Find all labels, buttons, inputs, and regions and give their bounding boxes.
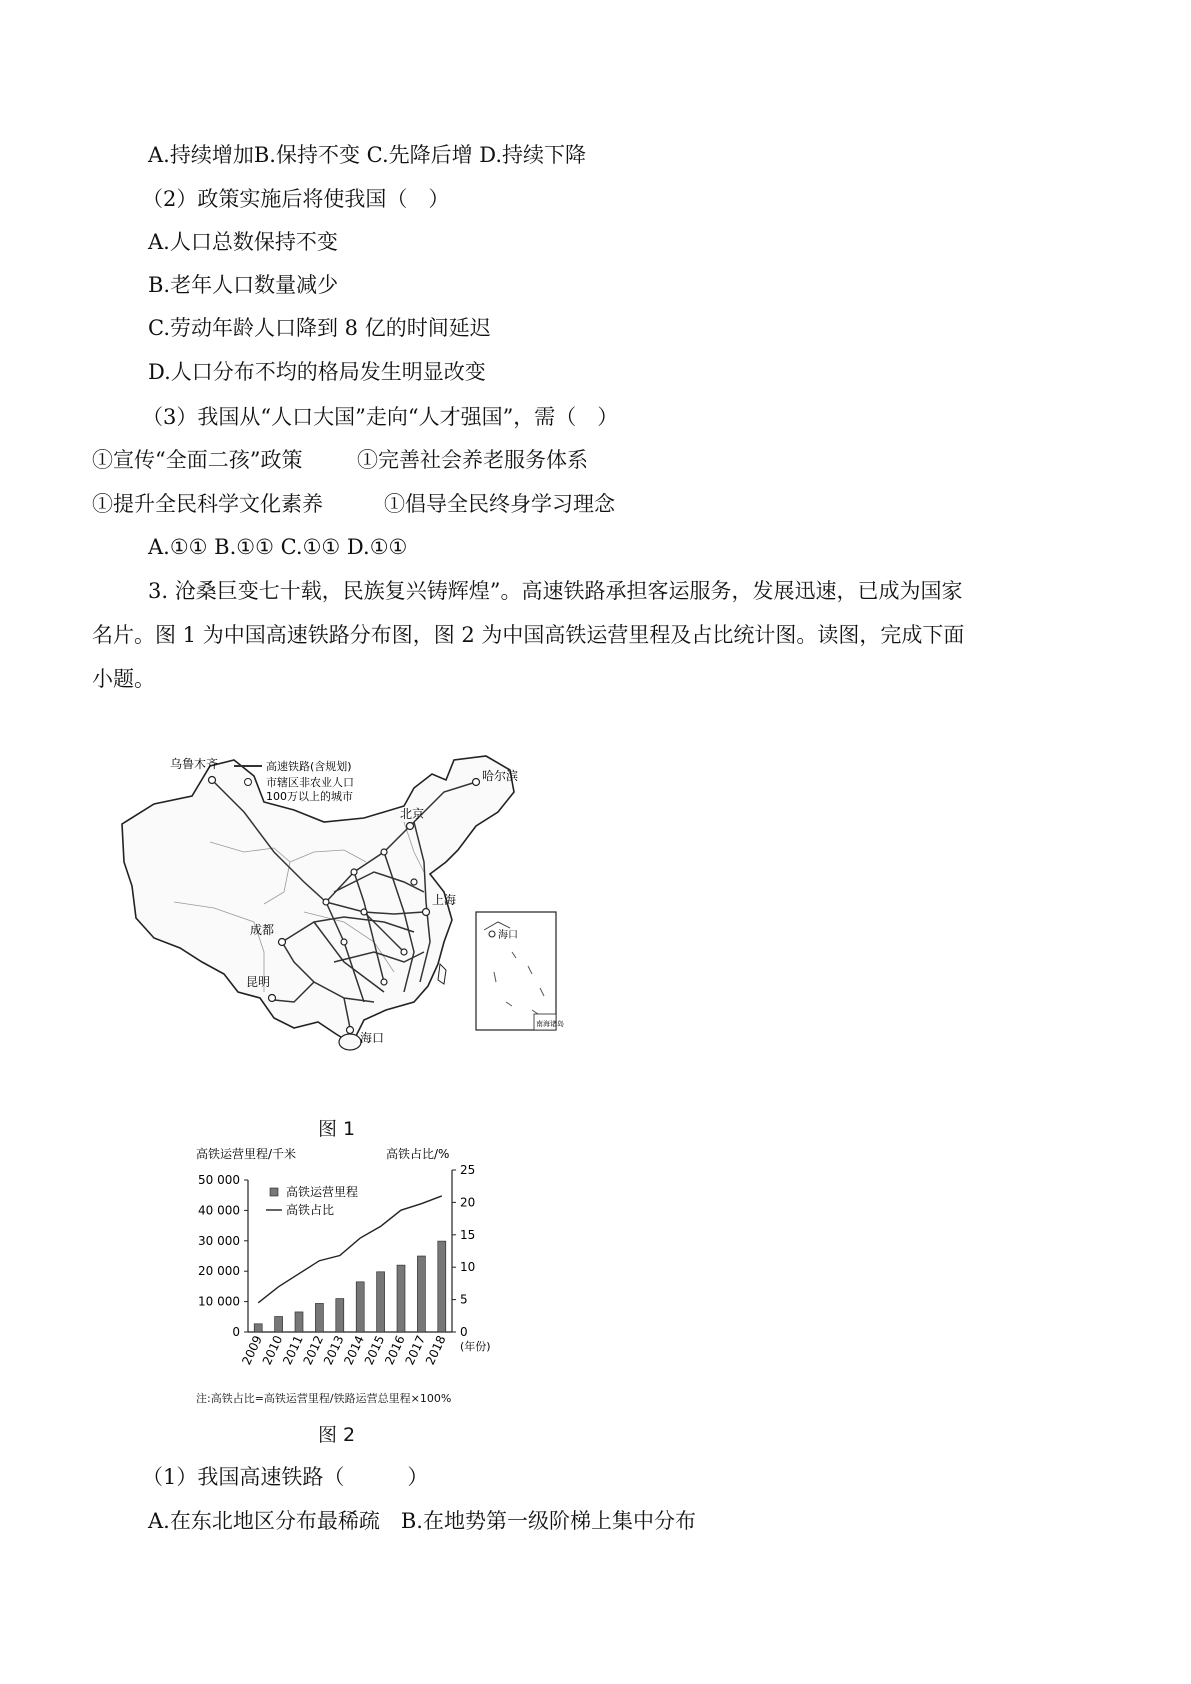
y-left-tick-label: 20 000	[198, 1264, 240, 1279]
x-tick-label: 2016	[382, 1333, 408, 1367]
figure-1-caption: 图 1	[318, 1118, 356, 1140]
q2-stem: （2）政策实施后将使我国（ ）	[142, 187, 450, 211]
q2-option-c: C.劳动年龄人口降到 8 亿的时间延迟	[148, 316, 491, 340]
city-label-kunming: 昆明	[246, 975, 271, 989]
chart-title-right: 高铁占比/%	[386, 1147, 450, 1161]
y-left-tick-label: 30 000	[198, 1233, 240, 1248]
inset-label: 南海诸岛	[536, 1020, 564, 1028]
y-right-tick-label: 15	[460, 1227, 476, 1242]
hainan-island	[339, 1034, 361, 1050]
y-right-tick-label: 20	[460, 1195, 476, 1210]
x-tick-label: 2009	[239, 1333, 265, 1367]
bar-2011	[295, 1312, 303, 1332]
bar-2010	[275, 1316, 283, 1332]
bar-2013	[336, 1299, 344, 1332]
legend-rail: 高速铁路(含规划)	[266, 760, 352, 773]
y-right-tick-label: 10	[460, 1260, 476, 1275]
bar-2012	[315, 1303, 323, 1332]
x-tick-label: 2014	[341, 1333, 367, 1367]
bar-2009	[254, 1324, 262, 1332]
bar-2015	[377, 1272, 385, 1332]
x-tick-label: 2013	[320, 1333, 347, 1367]
y-left-tick-label: 40 000	[198, 1203, 240, 1218]
chart-note: 注:高铁占比=高铁运营里程/铁路运营总里程×100%	[196, 1392, 452, 1405]
y-left-tick-label: 50 000	[198, 1173, 240, 1187]
y-left-tick-label: 0	[232, 1325, 240, 1339]
x-tick-label: 2011	[280, 1333, 306, 1367]
taiwan-island	[438, 964, 446, 984]
q3-item-1: ①宣传“全面二孩”政策	[92, 448, 303, 472]
question3-intro-3: 小题。	[92, 667, 155, 691]
rail-map-svg	[114, 752, 604, 1108]
x-tick-label: 2010	[259, 1333, 286, 1367]
bar-2017	[417, 1256, 425, 1332]
city-label-haikou: 海口	[360, 1031, 385, 1045]
x-tick-label: 2017	[402, 1333, 429, 1367]
q3-stem: （3）我国从“人口大国”走向“人才强国”，需（ ）	[142, 405, 619, 429]
y-left-tick-label: 10 000	[198, 1294, 240, 1309]
y-right-tick-label: 25	[460, 1163, 476, 1177]
x-tick-label: 2018	[422, 1333, 449, 1367]
legend-line-label: 高铁占比	[286, 1203, 335, 1217]
legend-bar-swatch	[270, 1188, 278, 1196]
sub1-options: A.在东北地区分布最稀疏 B.在地势第一级阶梯上集中分布	[148, 1509, 696, 1533]
q3-options: A.①① B.①① C.①① D.①①	[148, 535, 408, 559]
question3-intro-2: 名片。图 1 为中国高速铁路分布图，图 2 为中国高铁运营里程及占比统计图。读图，完成下面	[92, 623, 965, 647]
q2-option-b: B.老年人口数量减少	[148, 273, 339, 297]
inset-haikou: 海口	[498, 930, 518, 941]
q2-option-a: A.人口总数保持不变	[148, 230, 338, 254]
figure-2-caption: 图 2	[318, 1424, 356, 1446]
bar-2018	[438, 1241, 446, 1332]
y-right-tick-label: 0	[460, 1325, 468, 1339]
city-label-beijing: 北京	[400, 807, 425, 821]
legend-city-1: 市辖区非农业人口	[266, 776, 354, 789]
city-label-urumqi: 乌鲁木齐	[170, 757, 219, 771]
q3-item-2: ①完善社会养老服务体系	[357, 448, 588, 472]
rail-chart	[190, 1140, 530, 1390]
rail-chart-svg	[190, 1140, 530, 1390]
y-right-tick-label: 5	[460, 1292, 468, 1307]
prev-question-options: A.持续增加B.保持不变 C.先降后增 D.持续下降	[148, 143, 587, 167]
sub1-stem: （1）我国高速铁路（ ）	[142, 1465, 429, 1489]
rail-map	[114, 752, 604, 1108]
bar-2014	[356, 1282, 364, 1332]
legend-city-2: 100万以上的城市	[266, 790, 353, 803]
chart-title-left: 高铁运营里程/千米	[196, 1147, 297, 1161]
city-label-harbin: 哈尔滨	[482, 769, 519, 783]
x-tick-label: 2012	[300, 1333, 327, 1367]
bar-2016	[397, 1265, 405, 1332]
q2-option-d: D.人口分布不均的格局发生明显改变	[148, 360, 486, 384]
q3-item-3: ①提升全民科学文化素养	[92, 492, 323, 516]
x-tick-label: 2015	[361, 1333, 388, 1367]
legend-bar-label: 高铁运营里程	[286, 1185, 359, 1199]
x-axis-unit: (年份)	[460, 1340, 491, 1353]
q3-item-4: ①倡导全民终身学习理念	[384, 492, 615, 516]
city-label-chengdu: 成都	[250, 923, 275, 937]
city-label-shanghai: 上海	[432, 893, 457, 907]
question3-intro-1: 3. 沧桑巨变七十载，民族复兴铸辉煌”。高速铁路承担客运服务，发展迅速，已成为国家	[148, 579, 963, 603]
